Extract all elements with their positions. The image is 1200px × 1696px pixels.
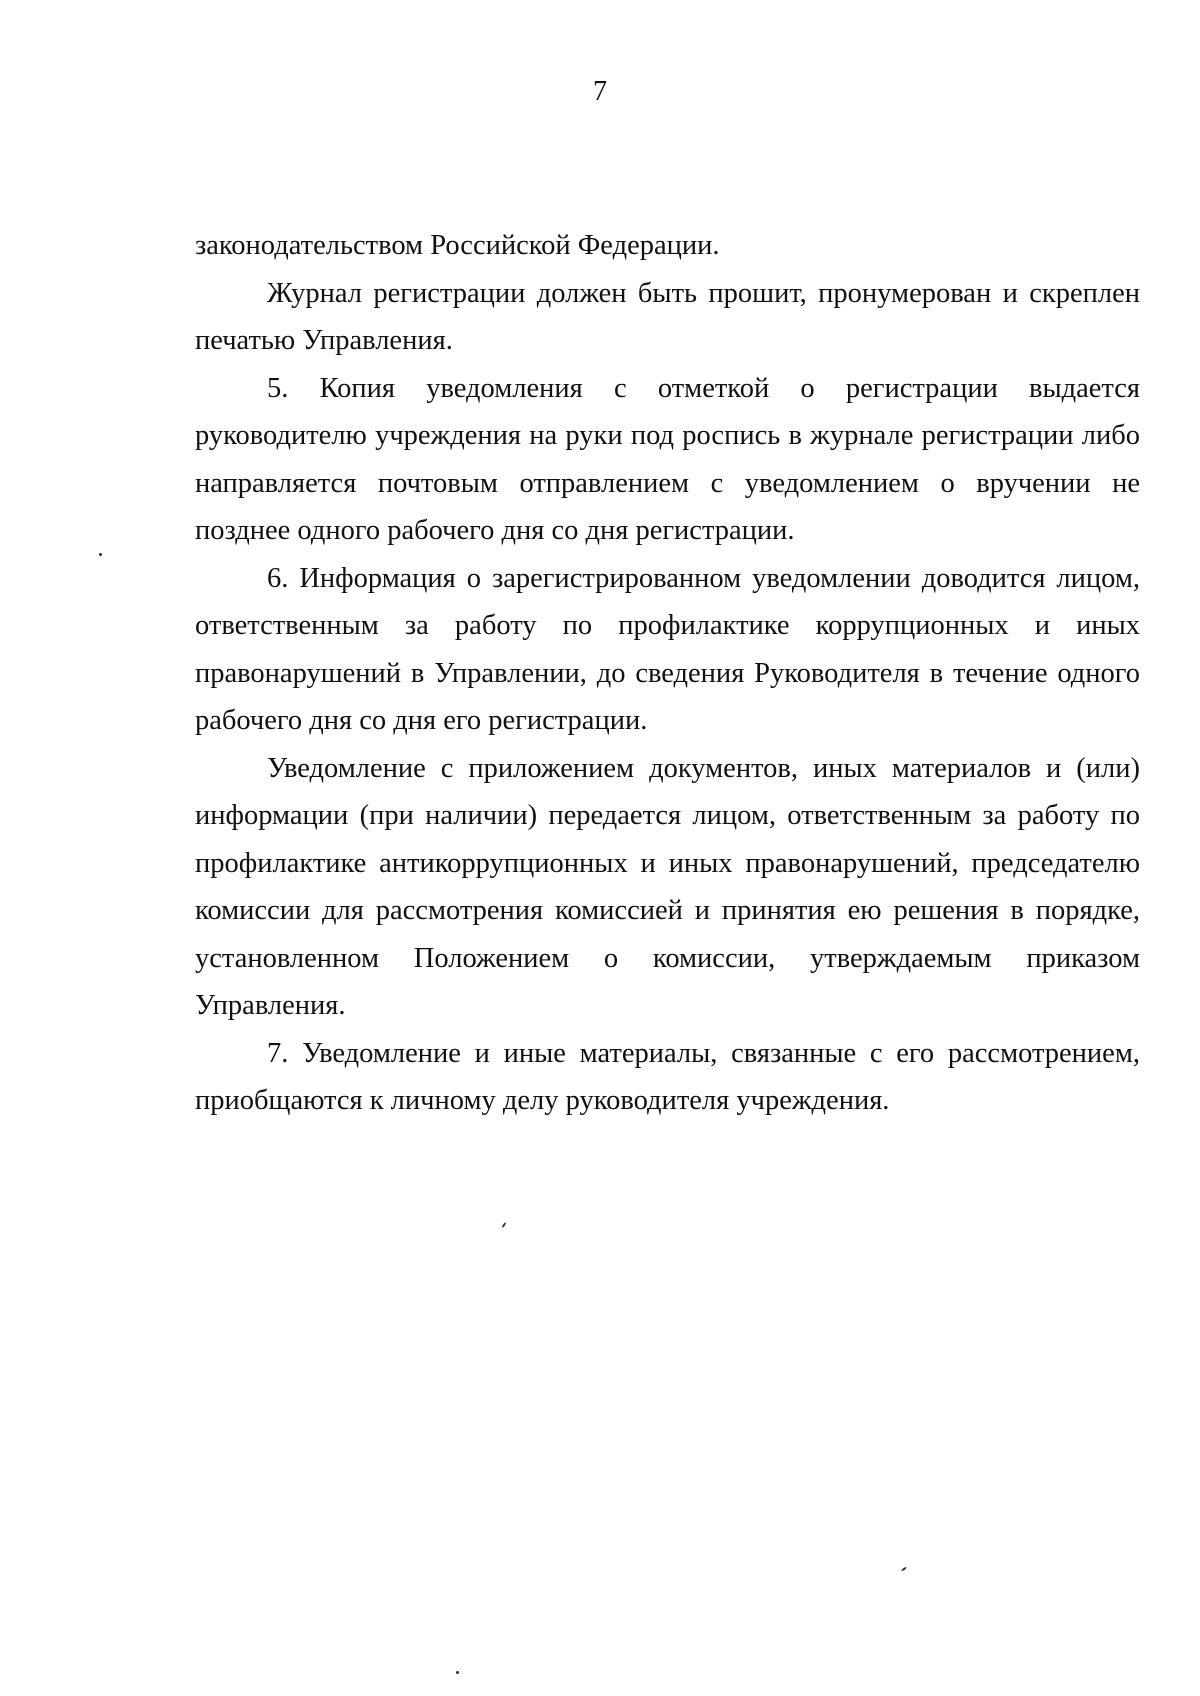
paragraph-5: Уведомление с приложением документов, иных материалов и (или) информации (при наличии) передается лицом, ответственным за работу по профилактике антикоррупционных и иных правонарушений, председателю комиссии для рассмотрения комиссией и принятия ею решения в порядке, установленном Положением о комиссии, утверждаемым приказом Управления. [195, 752, 1140, 1021]
paragraph-1: законодательством Российской Федерации. [195, 230, 720, 261]
paragraph-6-item-7: 7. Уведомление и иные материалы, связанные с его рассмотрением, приобщаются к личному делу руководителя учреждения. [195, 1037, 1140, 1116]
paragraph-2: Журнал регистрации должен быть прошит, пронумерован и скреплен печатью Управления. [195, 277, 1140, 356]
scan-speck [456, 1671, 459, 1674]
document-body [195, 222, 1140, 1125]
paragraph-4-item-6: 6. Информация о зарегистрированном уведомлении доводится лицом, ответственным за работу по профилактике коррупционных и иных правонарушений в Управлении, до сведения Руководителя в течение одного рабочего дня со дня его регистрации. [195, 562, 1140, 736]
paragraph-3-first-line: 5. Копия уведомления с отметкой о регистрации выдается [267, 372, 1140, 404]
scan-speck [99, 553, 102, 556]
scan-speck [901, 1566, 907, 1571]
page-number: 7 [593, 76, 607, 107]
paragraph-3-rest: руководителю учреждения на руки под роспись в журнале регистрации либо направляется почтовым отправлением с уведомлением о вручении не позднее одного рабочего дня со дня регистрации. [195, 420, 1140, 546]
scan-speck [501, 1222, 506, 1228]
paragraph-3-item-5 [195, 365, 1140, 555]
